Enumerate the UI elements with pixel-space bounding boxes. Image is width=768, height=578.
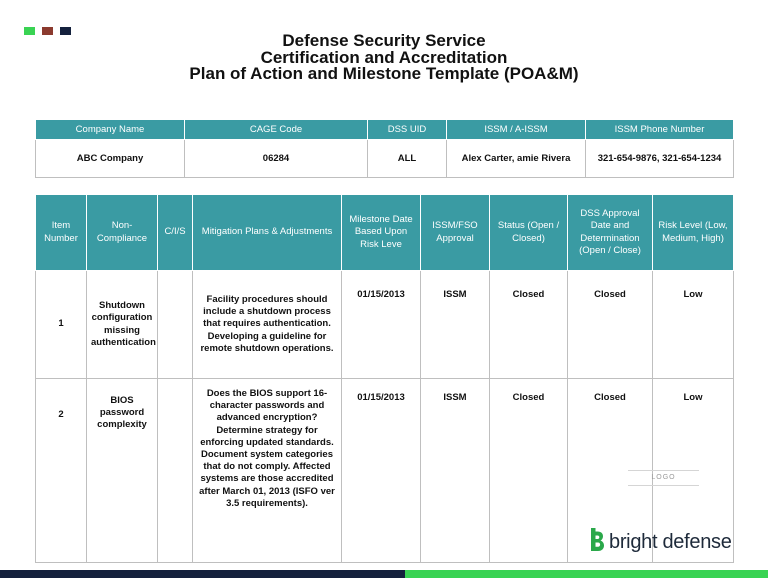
risk-level-cell: Low <box>653 379 734 563</box>
title-line-1: Defense Security Service <box>282 31 486 50</box>
risk-level-cell: Low <box>653 271 734 379</box>
poam-header-row <box>36 195 734 271</box>
brand-logo <box>589 527 732 558</box>
approval-cell: ISSM <box>421 271 490 379</box>
logo-placeholder: LOGO <box>628 470 699 486</box>
title-line-2: Certification and Accreditation <box>260 47 508 67</box>
header-cage-code: CAGE Code <box>185 120 368 140</box>
poam-table <box>35 194 734 563</box>
header-dss-uid: DSS UID <box>368 120 447 140</box>
status-cell: Closed <box>490 379 568 563</box>
item-number-cell: 1 <box>36 271 87 379</box>
dss-approval-cell: Closed <box>568 271 653 379</box>
milestone-date-cell: 01/15/2013 <box>342 379 421 563</box>
issm-phone-cell: 321-654-9876, 321-654-1234 <box>586 140 734 178</box>
bright-defense-logo-icon <box>589 527 605 558</box>
company-info-table <box>35 119 734 178</box>
header-issm-fso-approval: ISSM/FSO Approval <box>421 195 490 271</box>
header-item-number: Item Number <box>36 195 87 271</box>
title-line-3: Plan of Action and Milestone Template (POA&M) <box>189 64 579 83</box>
header-status: Status (Open / Closed) <box>490 195 568 271</box>
header-risk-level: Risk Level (Low, Medium, High) <box>653 195 734 271</box>
item-number-cell: 2 <box>36 379 87 563</box>
mitigation-cell: Does the BIOS support 16-character passwords and advanced encryption? Determine strategy for enforcing updated standards. Document system categories that do not comply. Affected systems are those accredited after March 01, 2013 (ISFO ver 3.5 requirements). <box>193 379 342 563</box>
header-company-name: Company Name <box>36 120 185 140</box>
header-non-compliance: Non-Compliance <box>87 195 158 271</box>
mitigation-cell: Facility procedures should include a shutdown process that requires authentication. Developing a guideline for remote shutdown operations. <box>193 271 342 379</box>
non-compliance-cell: BIOS password complexity <box>87 379 158 563</box>
company-name-cell: ABC Company <box>36 140 185 178</box>
approval-cell: ISSM <box>421 379 490 563</box>
company-header-row <box>36 120 734 140</box>
header-issm: ISSM / A-ISSM <box>447 120 586 140</box>
cage-code-cell: 06284 <box>185 140 368 178</box>
non-compliance-cell: Shutdown configuration missing authentication <box>87 271 158 379</box>
dss-uid-cell: ALL <box>368 140 447 178</box>
milestone-date-cell: 01/15/2013 <box>342 271 421 379</box>
table-row <box>36 271 734 379</box>
header-dss-approval: DSS Approval Date and Determination (Open / Close) <box>568 195 653 271</box>
header-mitigation: Mitigation Plans & Adjustments <box>193 195 342 271</box>
dss-approval-cell: Closed <box>568 379 653 563</box>
header-issm-phone: ISSM Phone Number <box>586 120 734 140</box>
issm-cell: Alex Carter, amie Rivera <box>447 140 586 178</box>
cis-cell <box>158 379 193 563</box>
header-cis: C/I/S <box>158 195 193 271</box>
bottom-color-bar <box>0 570 768 578</box>
cis-cell <box>158 271 193 379</box>
document-title <box>0 33 768 83</box>
bottom-bar-green <box>405 570 768 578</box>
status-cell: Closed <box>490 271 568 379</box>
header-milestone-date: Milestone Date Based Upon Risk Leve <box>342 195 421 271</box>
brand-name: bright defense <box>609 531 732 553</box>
bottom-bar-navy <box>0 570 405 578</box>
company-data-row <box>36 140 734 178</box>
